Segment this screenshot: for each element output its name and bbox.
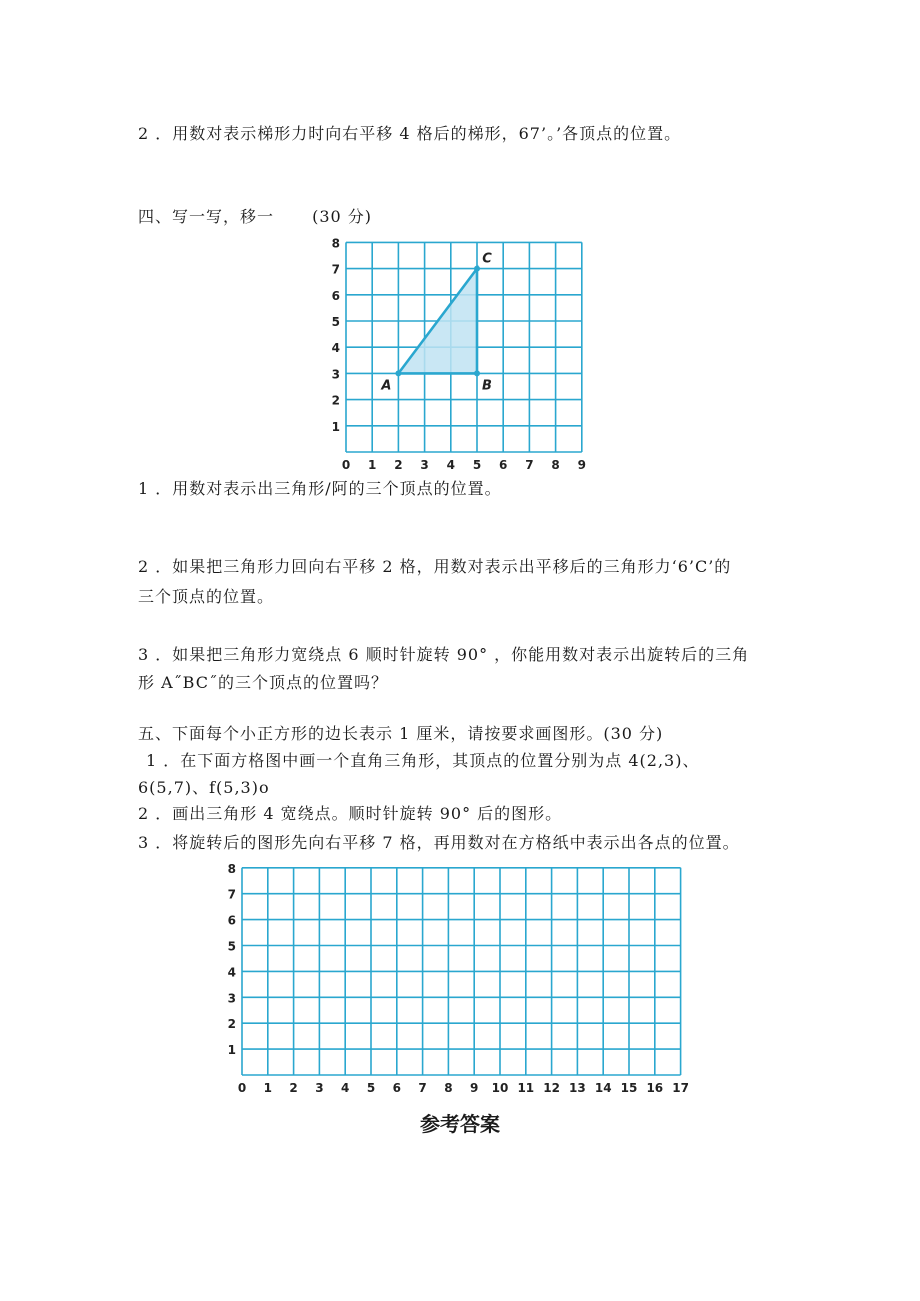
- x-tick-label: 10: [491, 1081, 509, 1095]
- section4-question-3-line-1: 3 ．如果把三角形力宽绕点 6 顺时针旋转 90° ，你能用数对表示出旋转后的三角: [138, 645, 750, 664]
- x-tick-label: 7: [418, 1081, 427, 1095]
- x-tick-label: 12: [543, 1081, 560, 1095]
- x-tick-label: 0: [237, 1081, 247, 1095]
- y-tick-label: 6: [227, 913, 236, 928]
- x-tick-label: 16: [646, 1081, 664, 1095]
- y-tick-label: 4: [227, 965, 236, 980]
- section3-question-2: 2 ．用数对表示梯形力时向右平移 4 格后的梯形，67’。’各顶点的位置。: [138, 124, 682, 143]
- vertex-label-c: C: [482, 251, 492, 267]
- y-tick-label: 4: [331, 341, 340, 356]
- x-tick-label: 5: [366, 1081, 376, 1095]
- x-tick-label: 2: [289, 1081, 298, 1095]
- x-tick-label: 11: [517, 1081, 535, 1095]
- vertex-point-a: [395, 370, 401, 376]
- y-tick-label: 7: [227, 887, 236, 902]
- x-tick-label: 17: [672, 1081, 689, 1095]
- x-tick-label: 1: [263, 1081, 272, 1095]
- x-tick-label: 6: [392, 1081, 401, 1095]
- x-tick-label: 4: [341, 1081, 350, 1095]
- x-tick-label: 13: [569, 1081, 586, 1095]
- x-tick-label: 9: [470, 1081, 479, 1095]
- grid-1-x-ticks: [342, 458, 586, 472]
- y-tick-label: 7: [331, 262, 340, 277]
- y-tick-label: 1: [331, 419, 340, 434]
- y-tick-label: 2: [331, 393, 340, 408]
- x-tick-label: 2: [394, 458, 403, 472]
- grid-2-x-ticks: [238, 1081, 689, 1095]
- x-tick-label: 3: [315, 1081, 324, 1095]
- y-tick-label: 2: [227, 1017, 236, 1032]
- grid-1-y-ticks: [332, 236, 340, 433]
- section4-score: (30 分): [312, 207, 373, 226]
- section5-question-3: 3 ．将旋转后的图形先向右平移 7 格，再用数对在方格纸中表示出各点的位置。: [138, 833, 740, 852]
- section5-question-1-line-2: 6(5,7)、f(5,3)o: [138, 778, 270, 797]
- x-tick-label: 8: [444, 1081, 453, 1095]
- x-tick-label: 15: [620, 1081, 638, 1095]
- x-tick-label: 7: [525, 458, 534, 472]
- x-tick-label: 0: [341, 458, 351, 472]
- section4-heading: [138, 206, 372, 228]
- triangle-abc: [380, 252, 492, 394]
- x-tick-label: 9: [577, 458, 586, 472]
- section4-question-3-line-2: 形 A˝BC˝的三个顶点的位置吗？: [138, 673, 388, 692]
- x-tick-label: 8: [551, 458, 560, 472]
- section4-question-2-line-1: 2 ．如果把三角形力回向右平移 2 格，用数对表示出平移后的三角形力‘6’C’的: [138, 557, 732, 576]
- y-tick-label: 3: [331, 367, 340, 382]
- y-tick-label: 8: [331, 236, 340, 251]
- x-tick-label: 3: [420, 458, 429, 472]
- x-tick-label: 1: [368, 458, 377, 472]
- y-tick-label: 3: [227, 991, 236, 1006]
- vertex-label-a: A: [381, 378, 392, 394]
- x-tick-label: 5: [472, 458, 482, 472]
- coordinate-grid-1: [331, 234, 594, 474]
- y-tick-label: 8: [227, 861, 236, 876]
- section5-question-1-line-1: 1 ．在下面方格图中画一个直角三角形，其顶点的位置分别为点 4(2,3)、: [146, 751, 700, 770]
- vertex-point-b: [474, 370, 480, 376]
- y-tick-label: 5: [331, 315, 340, 329]
- x-tick-label: 6: [499, 458, 508, 472]
- coordinate-grid-2: [224, 861, 694, 1096]
- x-tick-label: 14: [594, 1081, 612, 1095]
- y-tick-label: 6: [331, 288, 340, 303]
- section4-heading-text: 四、写一写，移一: [138, 207, 275, 226]
- y-tick-label: 5: [227, 939, 236, 954]
- y-tick-label: 1: [227, 1043, 236, 1058]
- section4-question-2-line-2: 三个顶点的位置。: [138, 587, 275, 606]
- vertex-point-c: [474, 266, 480, 272]
- vertex-label-b: B: [482, 378, 492, 394]
- grid-2-y-ticks: [228, 862, 236, 1057]
- section4-question-1: 1 ．用数对表示出三角形/阿的三个顶点的位置。: [138, 479, 502, 498]
- x-tick-label: 4: [446, 458, 455, 472]
- answer-title: 参考答案: [420, 1112, 500, 1136]
- section5-heading: 五、下面每个小正方形的边长表示 1 厘米，请按要求画图形。(30 分): [138, 724, 664, 743]
- grid-2-lines: [242, 868, 681, 1075]
- section5-question-2: 2 ．画出三角形 4 宽绕点。顺时针旋转 90° 后的图形。: [138, 804, 563, 823]
